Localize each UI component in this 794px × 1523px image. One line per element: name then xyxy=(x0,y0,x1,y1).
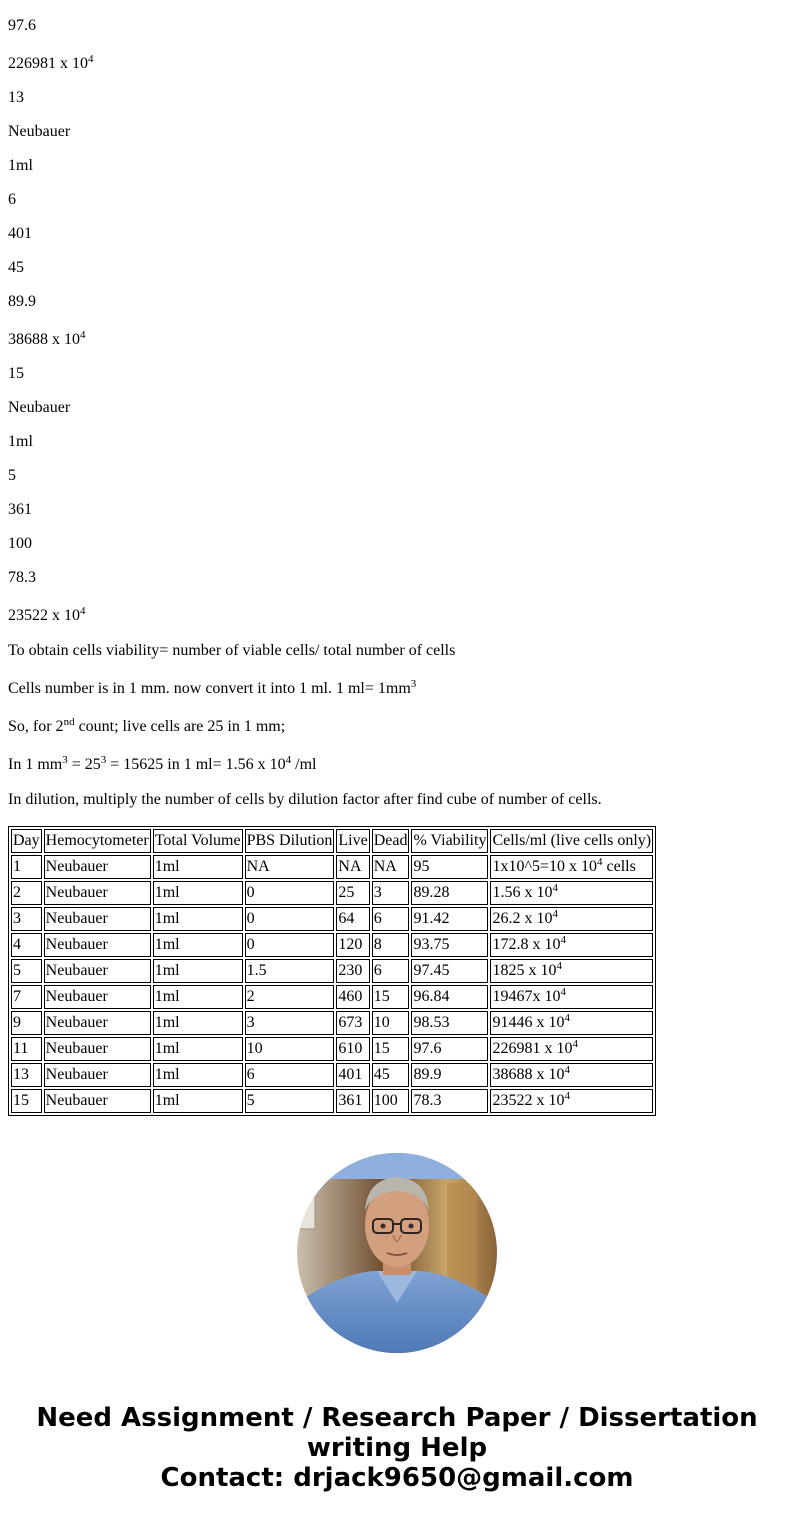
text-line: Neubauer xyxy=(8,399,71,416)
banner-contact-line: Contact: drjack9650@gmail.com xyxy=(160,1463,634,1493)
dead-cell: 10 xyxy=(372,1011,410,1035)
contact-banner xyxy=(0,1403,794,1493)
text-line: 23522 x $10^4$ xyxy=(8,605,86,624)
table-row xyxy=(11,933,653,957)
dead-cell: 45 xyxy=(372,1063,410,1087)
viability-cell: 78.3 xyxy=(411,1089,488,1113)
day-cell: 15 xyxy=(11,1089,42,1113)
dilution-note: In dilution, multiply the number of cells by dilution factor after find cube of number of cells. xyxy=(8,791,602,808)
live-cell: 401 xyxy=(336,1063,369,1087)
volume-cell: 1ml xyxy=(153,881,243,905)
hemocytometer-cell: Neubauer xyxy=(44,1011,151,1035)
volume-cell: 1ml xyxy=(153,1037,243,1061)
live-cell: 460 xyxy=(336,985,369,1009)
banner-line: Need Assignment / Research Paper / Dissertation xyxy=(36,1403,758,1433)
dead-cell: 100 xyxy=(372,1089,410,1113)
hemocytometer-cell: Neubauer xyxy=(44,1089,151,1113)
cells-per-ml-cell: 26.2 x $10^4$ xyxy=(490,907,653,931)
volume-cell: 1ml xyxy=(153,933,243,957)
hemocytometer-cell: Neubauer xyxy=(44,933,151,957)
viability-cell: 97.45 xyxy=(411,959,488,983)
live-cell: 230 xyxy=(336,959,369,983)
live-cell: NA xyxy=(336,855,369,879)
live-cell: 361 xyxy=(336,1089,369,1113)
volume-cell: 1ml xyxy=(153,907,243,931)
cells-per-ml-cell: 1x10^5=10 x $10^4$ cells xyxy=(490,855,653,879)
second-count-note: So, for 2nd count; live cells are 25 in 1 mm; xyxy=(8,716,286,735)
text-line: 361 xyxy=(8,501,32,518)
hemocytometer-cell: Neubauer xyxy=(44,881,151,905)
dilution-cell: 6 xyxy=(245,1063,335,1087)
portrait-image xyxy=(297,1153,497,1353)
header-cell: Day xyxy=(11,829,42,853)
text-line: 78.3 xyxy=(8,569,36,586)
volume-cell: 1ml xyxy=(153,985,243,1009)
cells-per-ml-cell: 38688 x $10^4$ xyxy=(490,1063,653,1087)
text-line: 89.9 xyxy=(8,293,36,310)
text-line: 38688 x $10^4$ xyxy=(8,329,86,348)
live-cell: 120 xyxy=(336,933,369,957)
viability-formula: To obtain cells viability= number of viable cells/ total number of cells xyxy=(8,642,456,659)
text-line: 6 xyxy=(8,191,16,208)
table-header-row xyxy=(11,829,653,853)
cells-per-ml-cell: 19467x $10^4$ xyxy=(490,985,653,1009)
dilution-cell: 1.5 xyxy=(245,959,335,983)
volume-cell: 1ml xyxy=(153,1011,243,1035)
viability-cell: 91.42 xyxy=(411,907,488,931)
header-cell: Hemocytometer xyxy=(44,829,151,853)
dead-cell: 15 xyxy=(372,985,410,1009)
dead-cell: 3 xyxy=(372,881,410,905)
table-row xyxy=(11,907,653,931)
day-cell: 11 xyxy=(11,1037,42,1061)
day-cell: 9 xyxy=(11,1011,42,1035)
viability-cell: 97.6 xyxy=(411,1037,488,1061)
dilution-cell: 3 xyxy=(245,1011,335,1035)
table-row xyxy=(11,1089,653,1113)
text-line: 1ml xyxy=(8,433,33,450)
viability-cell: 95 xyxy=(411,855,488,879)
dead-cell: 8 xyxy=(372,933,410,957)
viability-cell: 89.9 xyxy=(411,1063,488,1087)
viability-cell: 89.28 xyxy=(411,881,488,905)
dilution-cell: 2 xyxy=(245,985,335,1009)
volume-cell: 1ml xyxy=(153,959,243,983)
hemocytometer-cell: Neubauer xyxy=(44,907,151,931)
cells-per-ml-cell: 226981 x $10^4$ xyxy=(490,1037,653,1061)
conversion-note: Cells number is in 1 mm. now convert it into 1 ml. 1 $ml= 1mm^3$ xyxy=(8,678,417,697)
cells-per-ml-cell: 172.8 x $10^4$ xyxy=(490,933,653,957)
table-row xyxy=(11,855,653,879)
day-cell: 3 xyxy=(11,907,42,931)
volume-cell: 1ml xyxy=(153,1063,243,1087)
table-row xyxy=(11,959,653,983)
dead-cell: 15 xyxy=(372,1037,410,1061)
live-cell: 673 xyxy=(336,1011,369,1035)
text-line: 401 xyxy=(8,225,32,242)
live-cell: 64 xyxy=(336,907,369,931)
dilution-cell: 5 xyxy=(245,1089,335,1113)
table-row xyxy=(11,1011,653,1035)
header-cell: PBS Dilution xyxy=(245,829,335,853)
dilution-cell: NA xyxy=(245,855,335,879)
header-cell: % Viability xyxy=(411,829,488,853)
table-row xyxy=(11,985,653,1009)
dilution-cell: 10 xyxy=(245,1037,335,1061)
hemocytometer-cell: Neubauer xyxy=(44,959,151,983)
hemocytometer-cell: Neubauer xyxy=(44,1063,151,1087)
viability-table xyxy=(8,826,656,1116)
dilution-cell: 0 xyxy=(245,933,335,957)
dilution-cell: 0 xyxy=(245,881,335,905)
day-cell: 5 xyxy=(11,959,42,983)
volume-cell: 1ml xyxy=(153,1089,243,1113)
day-cell: 1 xyxy=(11,855,42,879)
header-cell: Total Volume xyxy=(153,829,243,853)
viability-cell: 93.75 xyxy=(411,933,488,957)
hemocytometer-cell: Neubauer xyxy=(44,1037,151,1061)
text-line: Neubauer xyxy=(8,123,71,140)
cells-per-ml-cell: 1825 x $10^4$ xyxy=(490,959,653,983)
text-line: 226981 x $10^4$ xyxy=(8,53,94,72)
table-row xyxy=(11,881,653,905)
banner-line: writing Help xyxy=(306,1433,488,1463)
header-cell: Dead xyxy=(372,829,410,853)
text-line: 97.6 xyxy=(8,17,36,34)
header-cell: Cells/ml (live cells only) xyxy=(490,829,653,853)
hemocytometer-cell: Neubauer xyxy=(44,855,151,879)
header-cell: Live xyxy=(336,829,369,853)
live-cell: 25 xyxy=(336,881,369,905)
day-cell: 7 xyxy=(11,985,42,1009)
volume-cell: 1ml xyxy=(153,855,243,879)
author-photo xyxy=(297,1153,497,1353)
text-line: 100 xyxy=(8,535,32,552)
text-line: 45 xyxy=(8,259,24,276)
dead-cell: NA xyxy=(372,855,410,879)
text-line: 13 xyxy=(8,89,24,106)
live-cell: 610 xyxy=(336,1037,369,1061)
cells-per-ml-cell: 23522 x $10^4$ xyxy=(490,1089,653,1113)
dilution-cell: 0 xyxy=(245,907,335,931)
calculation-line: In 1 $mm^3 = 25^3 = 15625$ in 1 ml= 1.56 x $10^4$ /ml xyxy=(8,754,317,773)
dead-cell: 6 xyxy=(372,959,410,983)
viability-cell: 98.53 xyxy=(411,1011,488,1035)
table-row xyxy=(11,1063,653,1087)
day-cell: 4 xyxy=(11,933,42,957)
hemocytometer-cell: Neubauer xyxy=(44,985,151,1009)
cells-per-ml-cell: 1.56 x $10^4$ xyxy=(490,881,653,905)
viability-cell: 96.84 xyxy=(411,985,488,1009)
text-line: 5 xyxy=(8,467,16,484)
cells-per-ml-cell: 91446 x $10^4$ xyxy=(490,1011,653,1035)
dead-cell: 6 xyxy=(372,907,410,931)
table-row xyxy=(11,1037,653,1061)
text-line: 15 xyxy=(8,365,24,382)
day-cell: 2 xyxy=(11,881,42,905)
text-line: 1ml xyxy=(8,157,33,174)
day-cell: 13 xyxy=(11,1063,42,1087)
